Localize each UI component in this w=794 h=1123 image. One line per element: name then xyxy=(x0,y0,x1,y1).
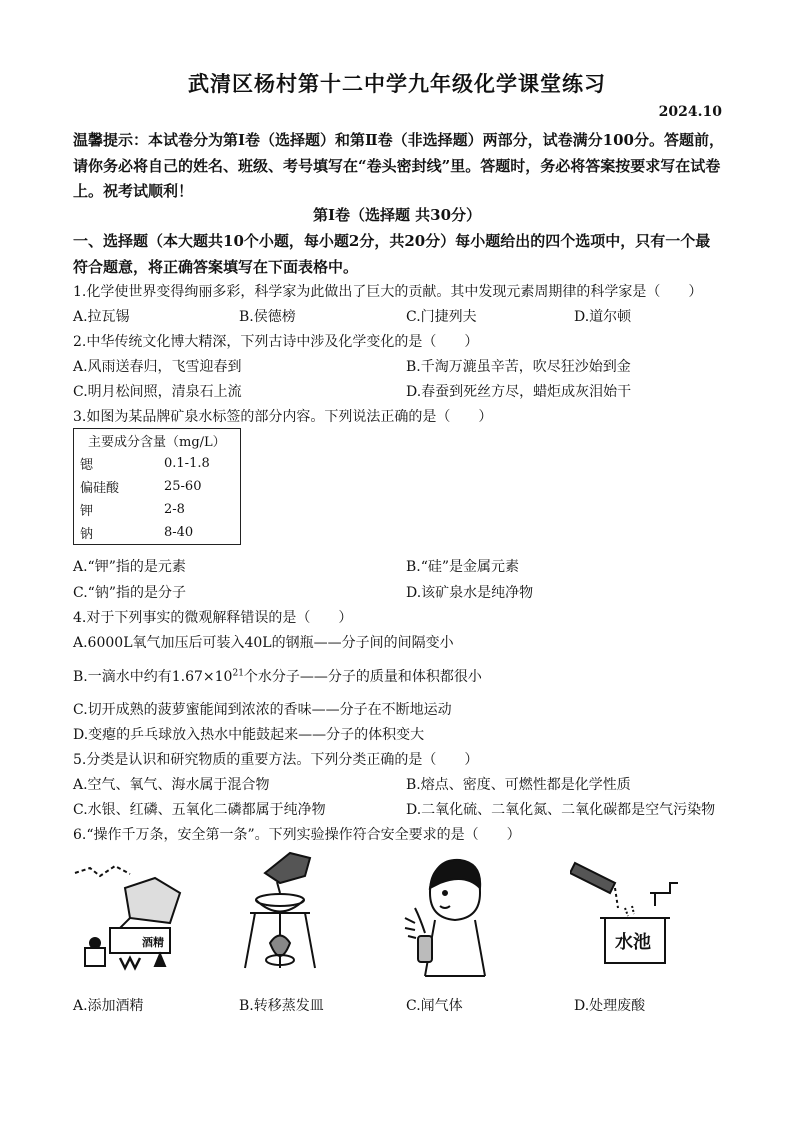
table-row: 偏硅酸 25-60 xyxy=(80,479,202,496)
figure-smell-gas xyxy=(400,848,500,978)
q4-option-d: D.变瘪的乒乓球放入热水中能鼓起来——分子的体积变大 xyxy=(73,727,425,743)
q6-option-b: B.转移蒸发皿 xyxy=(239,998,324,1014)
q1-option-a: A.拉瓦锡 xyxy=(73,309,130,325)
q2-option-b: B.千淘万漉虽辛苦，吹尽狂沙始到金 xyxy=(406,359,631,375)
mineral-label-table xyxy=(73,428,241,545)
figure-transfer-dish xyxy=(235,848,330,978)
table-caption: 主要成分含量（mg/L） xyxy=(88,435,226,450)
figure-dispose-acid xyxy=(570,848,695,978)
notice-text: 温馨提示：本试卷分为第Ⅰ卷（选择题）和第Ⅱ卷（非选择题）两部分，试卷满分100分。答题前，请你务必将自己的姓名、班级、考号填写在“卷头密封线”里。答题时，务必将答案按要求写在试卷上。祝考试顺利！ xyxy=(73,131,724,200)
q2-option-c: C.明月松间照，清泉石上流 xyxy=(73,384,242,400)
q4-option-b: B.一滴水中约有$1.67\times 10^{21}$个水分子——分子的质量和体积都很小 xyxy=(73,668,482,685)
q2-option-d: D.春蚕到死丝方尽，蜡炬成灰泪始干 xyxy=(406,384,632,400)
q3-option-b: B.“硅”是金属元素 xyxy=(406,559,520,575)
part-instructions: 一、选择题（本大题共10个小题，每小题2分，共20分）每小题给出的四个选项中，只有一个最符合题意，将正确答案填写在下面表格中。 xyxy=(73,232,711,276)
exam-date: 2024.10 xyxy=(658,104,722,120)
q4-option-a: A.6000L氧气加压后可装入40L的钢瓶——分子间的间隔变小 xyxy=(73,635,454,651)
q3-option-c: C.“钠”指的是分子 xyxy=(73,585,186,601)
figure-add-alcohol xyxy=(70,848,190,978)
table-row: 锶 0.1-1.8 xyxy=(80,456,210,473)
question-5-stem: 5.分类是认识和研究物质的重要方法。下列分类正确的是（ ） xyxy=(73,752,479,768)
question-4-stem: 4.对于下列事实的微观解释错误的是（ ） xyxy=(73,610,353,626)
page-title: 武清区杨村第十二中学九年级化学课堂练习 xyxy=(188,71,606,96)
question-2-stem: 2.中华传统文化博大精深，下列古诗中涉及化学变化的是（ ） xyxy=(73,334,479,350)
q5-option-c: C.水银、红磷、五氧化二磷都属于纯净物 xyxy=(73,802,326,818)
table-row: 钾 2-8 xyxy=(80,502,185,519)
figure-a-label: 酒精 xyxy=(142,936,164,949)
q3-option-d: D.该矿泉水是纯净物 xyxy=(406,585,534,601)
q6-option-c: C.闻气体 xyxy=(406,998,463,1014)
q4-option-c: C.切开成熟的菠萝蜜能闻到浓浓的香味——分子在不断地运动 xyxy=(73,702,452,718)
question-6-stem: 6.“操作千万条，安全第一条”。下列实验操作符合安全要求的是（ ） xyxy=(73,827,521,843)
q5-option-b: B.熔点、密度、可燃性都是化学性质 xyxy=(406,777,631,793)
section-title: 第Ⅰ卷（选择题 共30分） xyxy=(312,206,482,224)
q5-option-a: A.空气、氧气、海水属于混合物 xyxy=(73,777,270,793)
figure-d-label: 水池 xyxy=(615,932,651,953)
q6-option-d: D.处理废酸 xyxy=(574,998,646,1014)
q2-option-a: A.风雨送春归，飞雪迎春到 xyxy=(73,359,242,375)
q5-option-d: D.二氧化硫、二氧化氮、二氧化碳都是空气污染物 xyxy=(406,802,716,818)
question-3-stem: 3.如图为某品牌矿泉水标签的部分内容。下列说法正确的是（ ） xyxy=(73,409,493,425)
q1-option-c: C.门捷列夫 xyxy=(406,309,477,325)
q1-option-d: D.道尔顿 xyxy=(574,309,632,325)
table-row: 钠 8-40 xyxy=(80,525,194,542)
q1-option-b: B.侯德榜 xyxy=(239,309,296,325)
q3-option-a: A.“钾”指的是元素 xyxy=(73,559,186,575)
q6-option-a: A.添加酒精 xyxy=(73,998,144,1014)
question-1-stem: 1.化学使世界变得绚丽多彩，科学家为此做出了巨大的贡献。其中发现元素周期律的科学家是（ ） xyxy=(73,284,703,300)
